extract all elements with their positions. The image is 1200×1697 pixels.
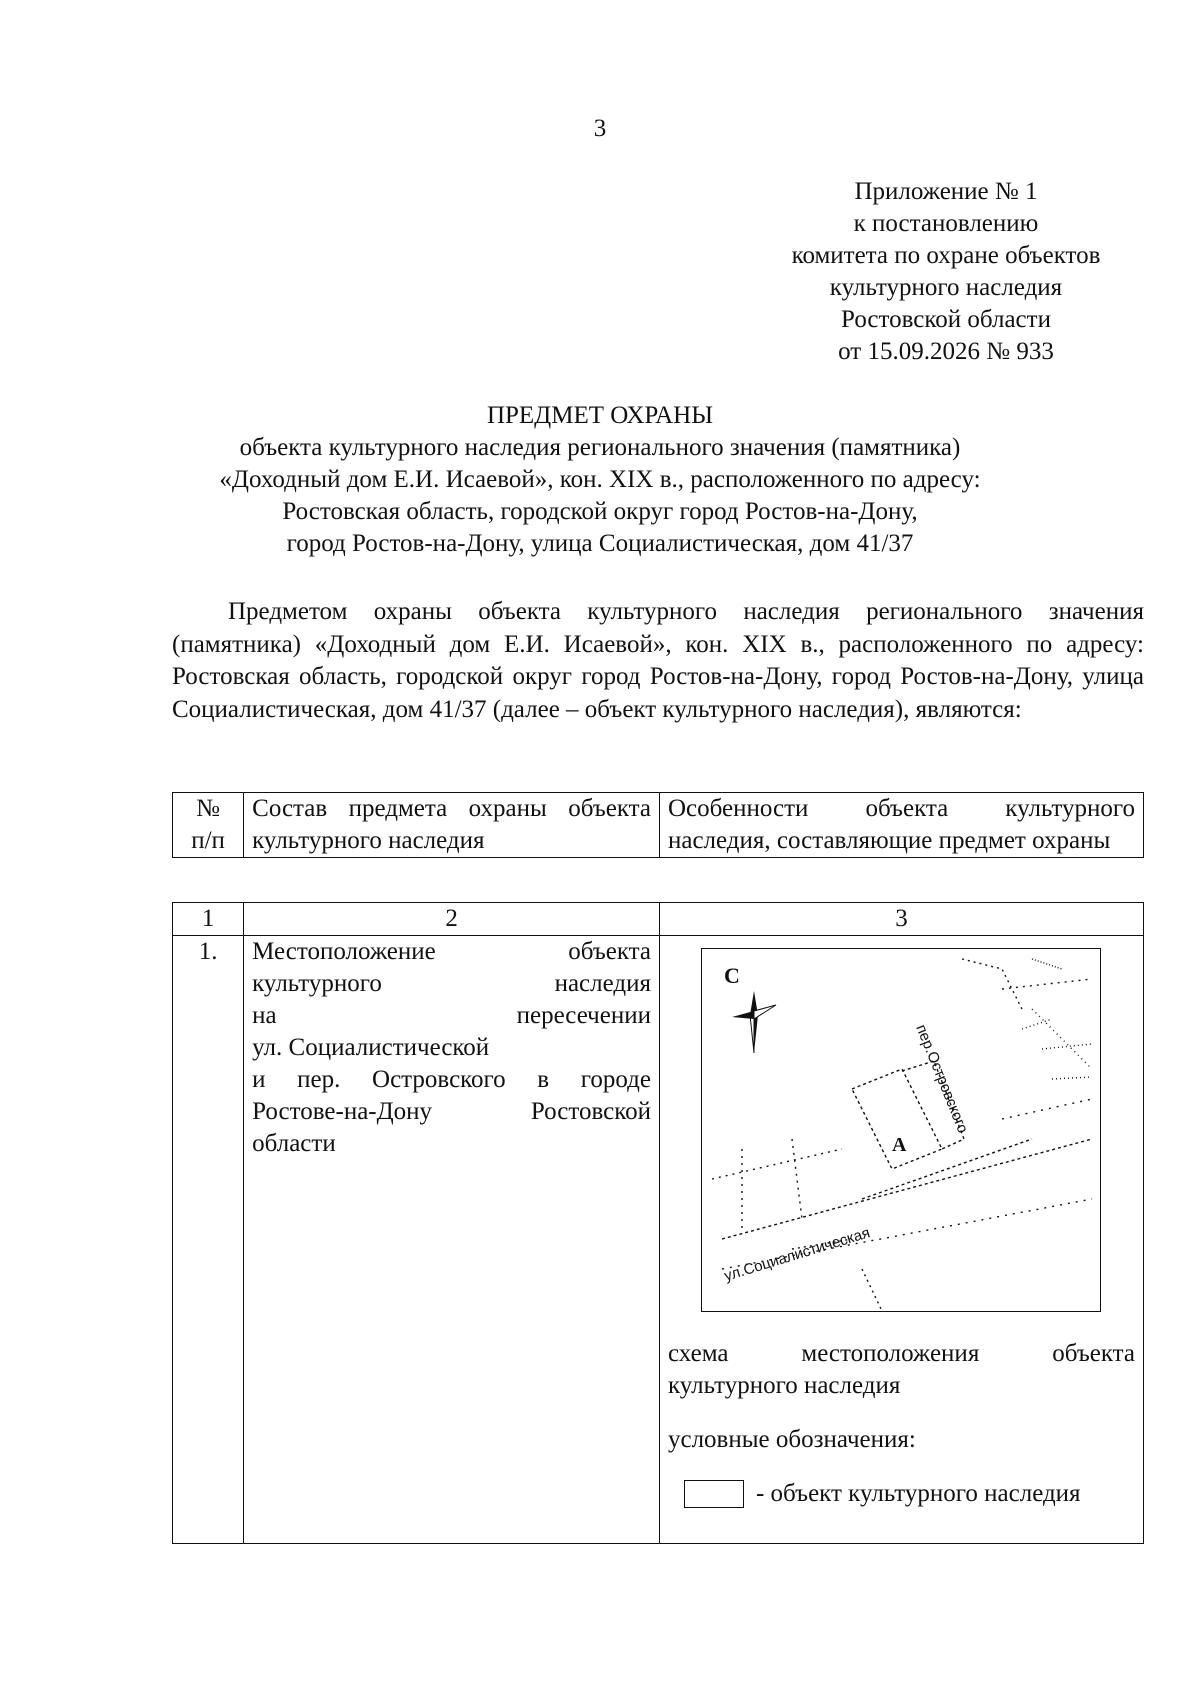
appendix-block [736,176,1156,368]
legend-row [668,1478,1135,1510]
appendix-line: Ростовской области [841,306,1051,333]
composition-cell [244,936,660,1544]
column-number-1: 1 [173,903,244,936]
heading-line: Ростовская область, городской округ город Ростов-на-Дону, [282,498,918,525]
protection-table-body [172,902,1144,1544]
header-composition-cell: Состав предмета охраны объекта культурного наследия [244,793,660,858]
street-label-main: ул.Социалистическая [722,1224,873,1285]
street-label-lane: пер.Островского [912,1022,972,1136]
column-number-2: 2 [244,903,660,936]
protection-table-header [172,792,1144,858]
heading-line: «Доходный дом Е.И. Исаевой», кон. XIX в., расположенного по адресу: [219,466,981,493]
map-caption: схема местоположения объекта культурного наследия [667,1340,1135,1399]
appendix-line: к постановлению [853,210,1039,237]
header-number-abbr: п/п [191,827,225,854]
features-cell [659,936,1143,1544]
document-heading [0,400,1200,560]
composition-line: Местоположение объекта [252,938,651,965]
header-number-symbol: № [196,795,220,822]
page-number: 3 [593,115,607,142]
table-row [173,936,1144,1544]
composition-line: области [252,1130,336,1157]
legend-swatch-icon [684,1480,744,1508]
appendix-line: от 15.09.2026 № 933 [838,338,1054,365]
composition-line: культурного наследия [252,970,651,997]
composition-line: ул. Социалистической [252,1034,490,1061]
legend-label: - объект культурного наследия [755,1480,1081,1507]
header-number-cell [173,793,244,858]
north-arrow-icon [732,991,776,1053]
appendix-line: культурного наследия [829,274,1063,301]
row-number-cell: 1. [173,936,244,1544]
intro-paragraph: Предметом охраны объекта культурного наследия регионального значения (памятника) «Доходный дом Е.И. Исаевой», кон. XIX в., расположенного по адресу: Ростовская область, городской округ город Ростов-на-Дону, город Ростов-на-Дону, улица Социалистическая, дом 41/37 (далее – объект культурного наследия), являются: [172,598,1144,723]
heading-line: объекта культурного наследия регионального значения (памятника) [239,434,961,461]
appendix-line: комитета по охране объектов [791,242,1101,269]
appendix-line: Приложение № 1 [854,178,1038,205]
object-marker: А [892,1134,907,1156]
legend-title: условные обозначения: [667,1426,916,1453]
composition-line: на пересечении [252,1002,651,1029]
north-label: С [724,963,741,988]
composition-line: Ростове-на-Дону Ростовской [252,1098,651,1125]
header-features-cell: Особенности объекта культурного наследия, составляющие предмет охраны [659,793,1143,858]
location-map-drawing [702,949,1100,1311]
heading-line: город Ростов-на-Дону, улица Социалистическая, дом 41/37 [286,530,914,557]
column-number-3: 3 [659,903,1143,936]
composition-line: и пер. Островского в городе [252,1066,651,1093]
heading-title: ПРЕДМЕТ ОХРАНЫ [486,402,714,429]
location-map [701,948,1101,1312]
